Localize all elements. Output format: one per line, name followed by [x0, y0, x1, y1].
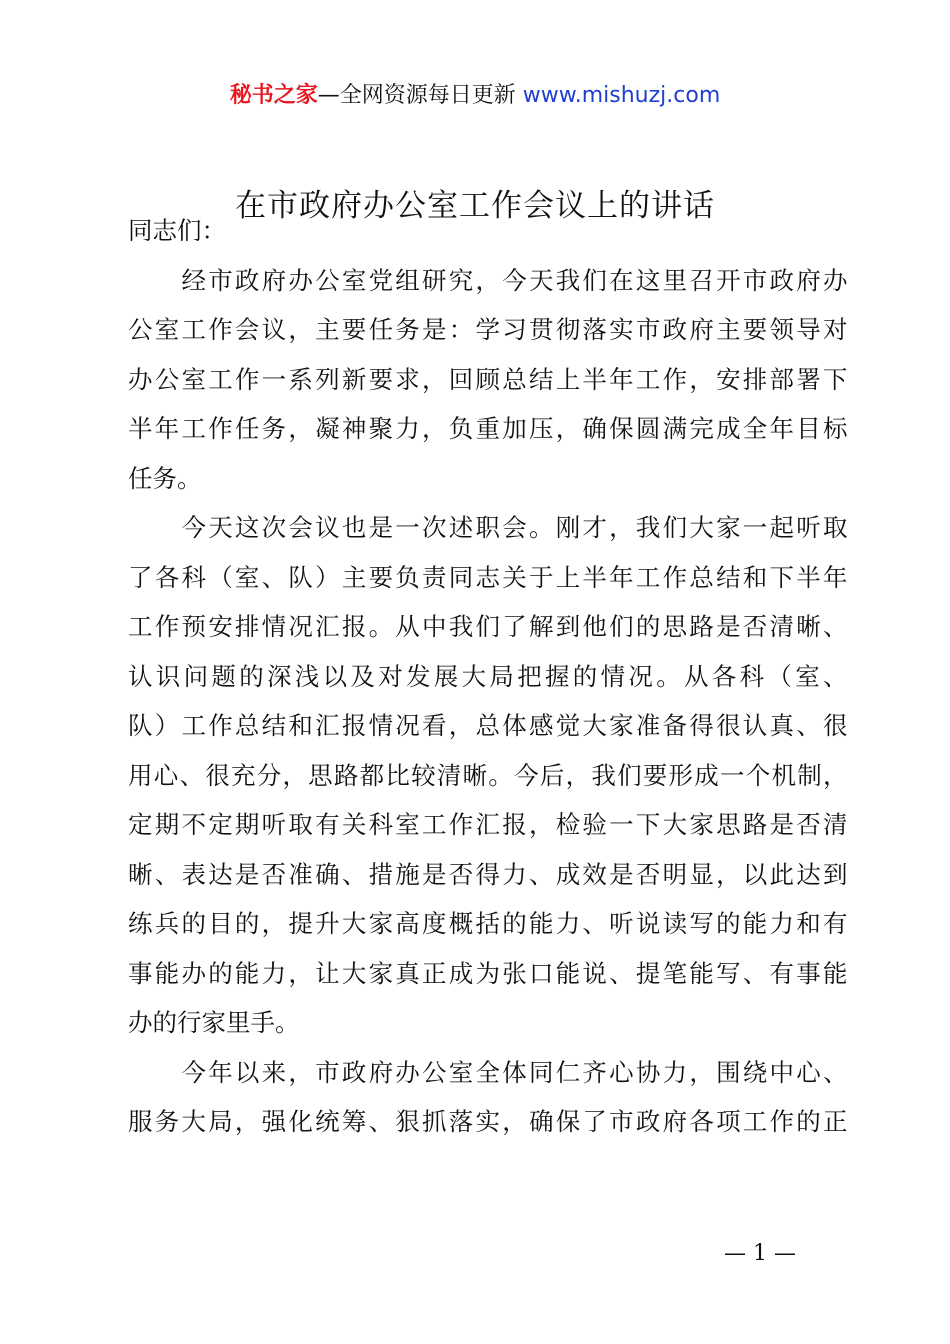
paragraph-3 — [128, 1048, 848, 1147]
brand-name: 秘书之家 — [229, 83, 318, 108]
text-line: 办的行家里手。 — [128, 1008, 300, 1037]
paragraph-1 — [128, 256, 848, 504]
text-line: 服务大局，强化统筹、狠抓落实，确保了市政府各项工作的正 — [128, 1107, 848, 1136]
text-line: 经市政府办公室党组研究，今天我们在这里召开市政府办 — [128, 265, 848, 295]
header-tagline: —全网资源每日更新 — [317, 83, 523, 108]
site-url-link[interactable]: www.mishuzj.com — [522, 83, 721, 108]
text-line: 公室工作会议，主要任务是：学习贯彻落实市政府主要领导对 — [128, 315, 848, 344]
paragraph-2 — [128, 503, 848, 1048]
text-line: 半年工作任务，凝神聚力，负重加压，确保圆满完成全年目标 — [128, 414, 848, 443]
text-line: 办公室工作一系列新要求，回顾总结上半年工作，安排部署下 — [128, 364, 848, 394]
text-line: 用心、很充分，思路都比较清晰。今后，我们要形成一个机制， — [128, 760, 848, 790]
text-line: 认识问题的深浅以及对发展大局把握的情况。从各科（室、 — [128, 661, 848, 691]
text-line: 今年以来，市政府办公室全体同仁齐心协力，围绕中心、 — [128, 1057, 848, 1087]
salutation: 同志们： — [128, 216, 226, 245]
document-body — [128, 206, 848, 1147]
text-line: 了各科（室、队）主要负责同志关于上半年工作总结和下半年 — [128, 562, 848, 592]
text-line: 晰、表达是否准确、措施是否得力、成效是否明显，以此达到 — [128, 859, 848, 889]
text-line: 任务。 — [128, 463, 202, 493]
page-number: — 1 — — [724, 1241, 796, 1266]
text-line: 定期不定期听取有关科室工作汇报，检验一下大家思路是否清 — [128, 810, 848, 839]
text-line: 队）工作总结和汇报情况看，总体感觉大家准备得很认真、很 — [128, 711, 848, 740]
text-line: 练兵的目的，提升大家高度概括的能力、听说读写的能力和有 — [128, 909, 848, 938]
text-line: 工作预安排情况汇报。从中我们了解到他们的思路是否清晰、 — [128, 612, 848, 641]
site-header — [0, 80, 950, 112]
text-line: 今天这次会议也是一次述职会。刚才，我们大家一起听取 — [128, 513, 848, 542]
document-title: 在市政府办公室工作会议上的讲话 — [235, 188, 715, 224]
text-line: 事能办的能力，让大家真正成为张口能说、提笔能写、有事能 — [128, 958, 848, 988]
